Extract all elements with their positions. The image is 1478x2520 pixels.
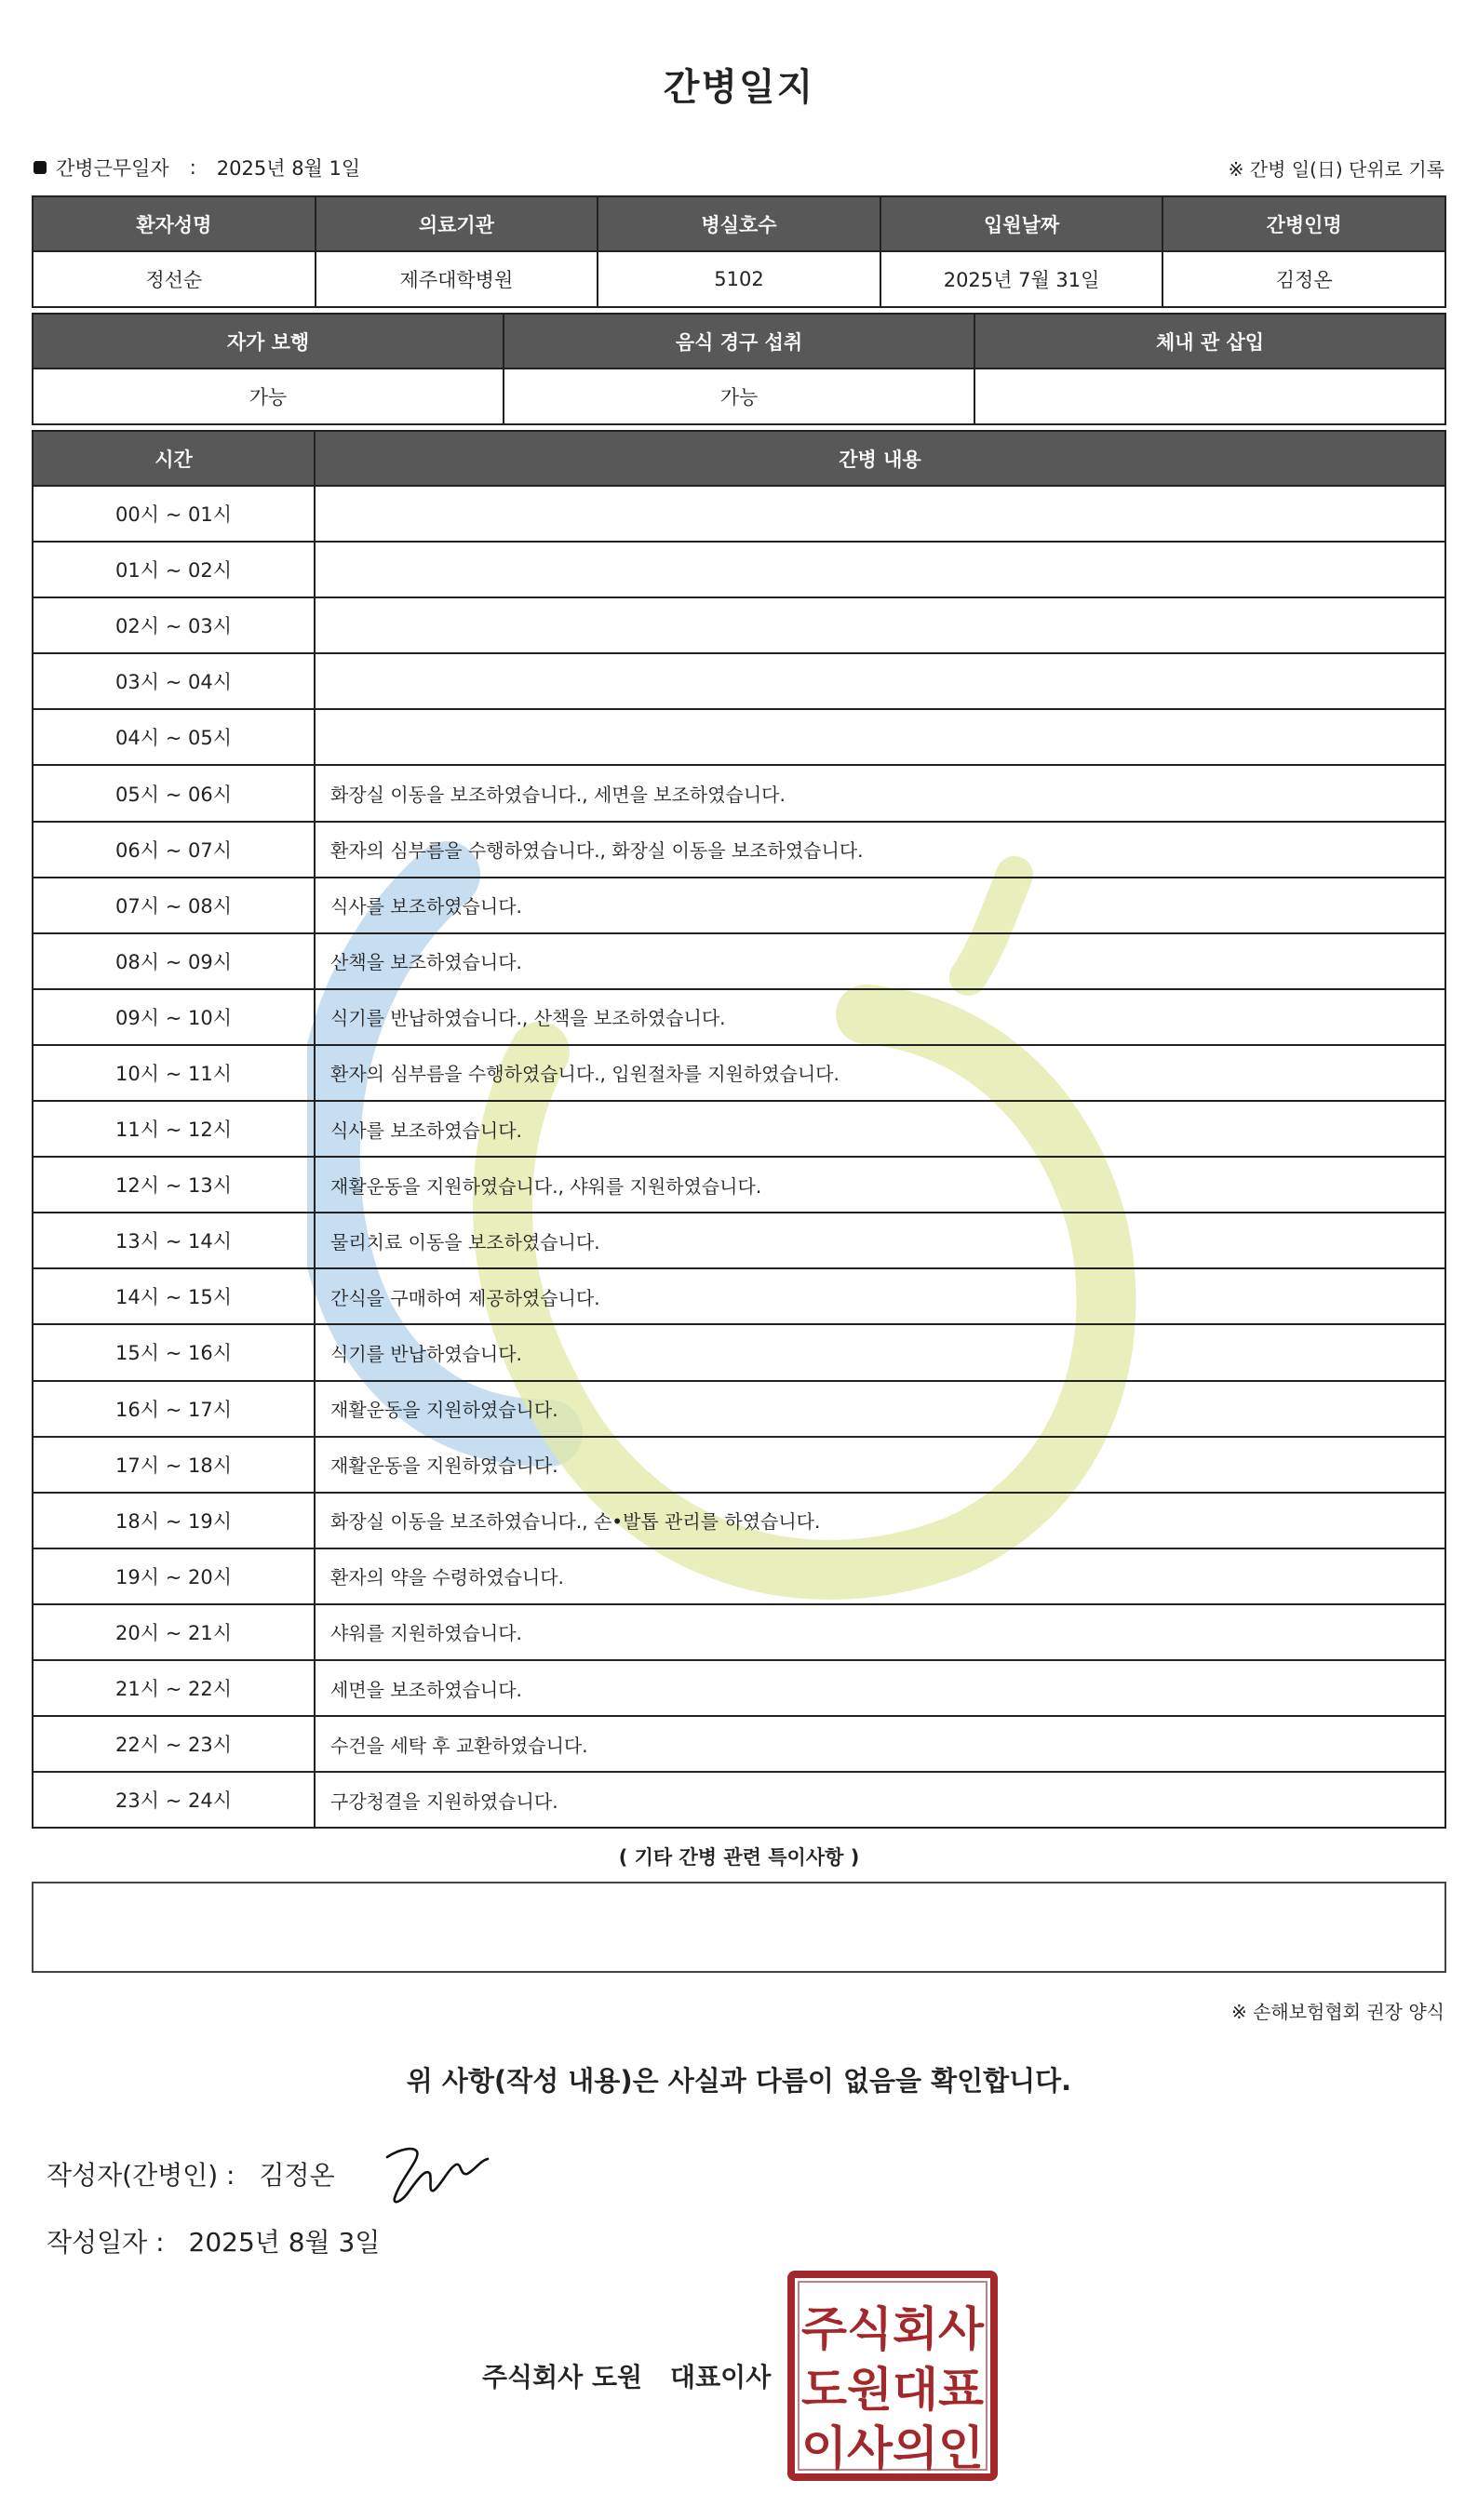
care-log-row	[33, 597, 1445, 653]
care-log-content: 재활운동을 지원하였습니다.	[315, 1437, 1445, 1493]
care-log-row	[33, 653, 1445, 709]
care-log-content: 구강청결을 지원하였습니다.	[315, 1772, 1445, 1828]
care-log-row	[33, 1493, 1445, 1548]
care-log-row	[33, 1157, 1445, 1213]
document-title: 간병일지	[663, 66, 815, 109]
care-log-time: 09시 ~ 10시	[33, 989, 315, 1045]
special-notes-box	[32, 1882, 1446, 1973]
care-log-time: 02시 ~ 03시	[33, 597, 315, 653]
confirmation-statement: 위 사항(작성 내용)은 사실과 다름이 없음을 확인합니다.	[406, 2065, 1072, 2097]
header-time: 시간	[33, 431, 315, 486]
company-seal-stamp	[787, 2271, 998, 2481]
oral-intake-value: 가능	[504, 369, 974, 424]
company-line	[482, 2357, 771, 2394]
care-log-content: 간식을 구매하여 제공하였습니다.	[315, 1268, 1445, 1324]
care-log-row	[33, 989, 1445, 1045]
care-log-row	[33, 1604, 1445, 1660]
bullet-square-icon	[34, 161, 47, 174]
care-log-time: 01시 ~ 02시	[33, 542, 315, 597]
header-oral-intake: 음식 경구 섭취	[504, 314, 974, 369]
care-log-content: 화장실 이동을 보조하였습니다., 세면을 보조하였습니다.	[315, 765, 1445, 821]
author-line	[47, 2155, 335, 2192]
care-log-content: 재활운동을 지원하였습니다.	[315, 1381, 1445, 1437]
patient-info-value-row	[33, 251, 1445, 307]
self-walking-value: 가능	[33, 369, 504, 424]
care-log-time: 21시 ~ 22시	[33, 1660, 315, 1716]
author-name: 김정온	[259, 2160, 335, 2191]
care-log-row	[33, 1772, 1445, 1828]
care-log-time: 11시 ~ 12시	[33, 1101, 315, 1157]
seal-text-line-2: 도원대표	[801, 2363, 985, 2417]
care-log-row	[33, 1324, 1445, 1380]
care-log-row	[33, 1660, 1445, 1716]
condition-info-table	[32, 313, 1446, 425]
company-ceo-title: 대표이사	[670, 2362, 772, 2393]
care-log-content: 환자의 약을 수령하였습니다.	[315, 1548, 1445, 1604]
seal-text-line-3: 이사의인	[801, 2421, 984, 2475]
care-log-time: 18시 ~ 19시	[33, 1493, 315, 1548]
care-log-content: 환자의 심부름을 수행하였습니다., 입원절차를 지원하였습니다.	[315, 1045, 1445, 1101]
care-log-row	[33, 542, 1445, 597]
header-tube-insertion: 체내 관 삽입	[974, 314, 1445, 369]
care-log-content: 화장실 이동을 보조하였습니다., 손•발톱 관리를 하였습니다.	[315, 1493, 1445, 1548]
care-log-time: 07시 ~ 08시	[33, 878, 315, 933]
tube-insertion-value	[974, 369, 1445, 424]
care-log-table	[32, 430, 1446, 1829]
care-log-row	[33, 822, 1445, 878]
care-log-content: 식사를 보조하였습니다.	[315, 878, 1445, 933]
header-hospital: 의료기관	[316, 196, 598, 251]
patient-info-table	[32, 195, 1446, 308]
care-log-row	[33, 1381, 1445, 1437]
care-log-content	[315, 653, 1445, 709]
care-log-content	[315, 486, 1445, 542]
care-log-time: 05시 ~ 06시	[33, 765, 315, 821]
company-name: 주식회사 도원	[482, 2362, 643, 2393]
header-self-walking: 자가 보행	[33, 314, 504, 369]
care-log-header-row	[33, 431, 1445, 486]
care-log-time: 04시 ~ 05시	[33, 709, 315, 765]
care-log-content: 수건을 세탁 후 교환하였습니다.	[315, 1716, 1445, 1772]
work-date-value: 2025년 8월 1일	[216, 157, 361, 180]
care-log-time: 15시 ~ 16시	[33, 1324, 315, 1380]
condition-value-row	[33, 369, 1445, 424]
header-admission-date: 입원날짜	[880, 196, 1163, 251]
patient-name: 정선순	[33, 251, 316, 307]
work-date-label: 간병근무일자	[56, 157, 169, 180]
care-log-time: 20시 ~ 21시	[33, 1604, 315, 1660]
care-log-content: 식기를 반납하였습니다., 산책을 보조하였습니다.	[315, 989, 1445, 1045]
care-log-row	[33, 1548, 1445, 1604]
header-caregiver-name: 간병인명	[1162, 196, 1445, 251]
care-log-row	[33, 878, 1445, 933]
care-log-time: 13시 ~ 14시	[33, 1213, 315, 1268]
patient-info-header-row	[33, 196, 1445, 251]
care-log-row	[33, 933, 1445, 989]
care-log-time: 14시 ~ 15시	[33, 1268, 315, 1324]
written-date-line	[47, 2222, 380, 2259]
header-care-content: 간병 내용	[315, 431, 1445, 486]
care-log-row	[33, 1213, 1445, 1268]
work-date-separator: :	[189, 156, 196, 179]
care-log-time: 12시 ~ 13시	[33, 1157, 315, 1213]
written-date-label: 작성일자 :	[47, 2227, 165, 2258]
care-log-content: 식기를 반납하였습니다.	[315, 1324, 1445, 1380]
work-date-line	[34, 154, 360, 181]
admission-date: 2025년 7월 31일	[880, 251, 1163, 307]
care-log-time: 10시 ~ 11시	[33, 1045, 315, 1101]
care-log-time: 22시 ~ 23시	[33, 1716, 315, 1772]
care-log-time: 17시 ~ 18시	[33, 1437, 315, 1493]
care-log-row	[33, 765, 1445, 821]
recommended-form-note: ※ 손해보험협회 권장 양식	[1230, 2001, 1444, 2023]
author-label: 작성자(간병인) :	[47, 2160, 235, 2191]
care-log-row	[33, 1716, 1445, 1772]
room-number: 5102	[598, 251, 880, 307]
care-log-time: 16시 ~ 17시	[33, 1381, 315, 1437]
care-log-content: 세면을 보조하였습니다.	[315, 1660, 1445, 1716]
care-log-content	[315, 597, 1445, 653]
hospital-name: 제주대학병원	[316, 251, 598, 307]
caregiver-name: 김정온	[1162, 251, 1445, 307]
care-log-content	[315, 709, 1445, 765]
care-log-content: 환자의 심부름을 수행하였습니다., 화장실 이동을 보조하였습니다.	[315, 822, 1445, 878]
care-log-time: 00시 ~ 01시	[33, 486, 315, 542]
care-log-time: 08시 ~ 09시	[33, 933, 315, 989]
special-notes-title: ( 기타 간병 관련 특이사항 )	[618, 1846, 860, 1869]
care-log-content: 물리치료 이동을 보조하였습니다.	[315, 1213, 1445, 1268]
care-log-content: 샤워를 지원하였습니다.	[315, 1604, 1445, 1660]
care-log-content: 산책을 보조하였습니다.	[315, 933, 1445, 989]
header-patient-name: 환자성명	[33, 196, 316, 251]
record-unit-note: ※ 간병 일(日) 단위로 기록	[1228, 158, 1444, 181]
handwritten-signature	[382, 2137, 493, 2213]
care-log-content: 식사를 보조하였습니다.	[315, 1101, 1445, 1157]
care-log-time: 03시 ~ 04시	[33, 653, 315, 709]
seal-text-line-1: 주식회사	[801, 2302, 985, 2356]
care-log-row	[33, 709, 1445, 765]
care-log-content	[315, 542, 1445, 597]
condition-header-row	[33, 314, 1445, 369]
care-log-content: 재활운동을 지원하였습니다., 샤워를 지원하였습니다.	[315, 1157, 1445, 1213]
care-log-row	[33, 1045, 1445, 1101]
written-date-value: 2025년 8월 3일	[188, 2227, 381, 2258]
header-room-number: 병실호수	[598, 196, 880, 251]
care-log-row	[33, 1268, 1445, 1324]
care-log-time: 06시 ~ 07시	[33, 822, 315, 878]
care-log-time: 19시 ~ 20시	[33, 1548, 315, 1604]
care-log-time: 23시 ~ 24시	[33, 1772, 315, 1828]
care-log-row	[33, 486, 1445, 542]
care-log-row	[33, 1101, 1445, 1157]
care-log-row	[33, 1437, 1445, 1493]
